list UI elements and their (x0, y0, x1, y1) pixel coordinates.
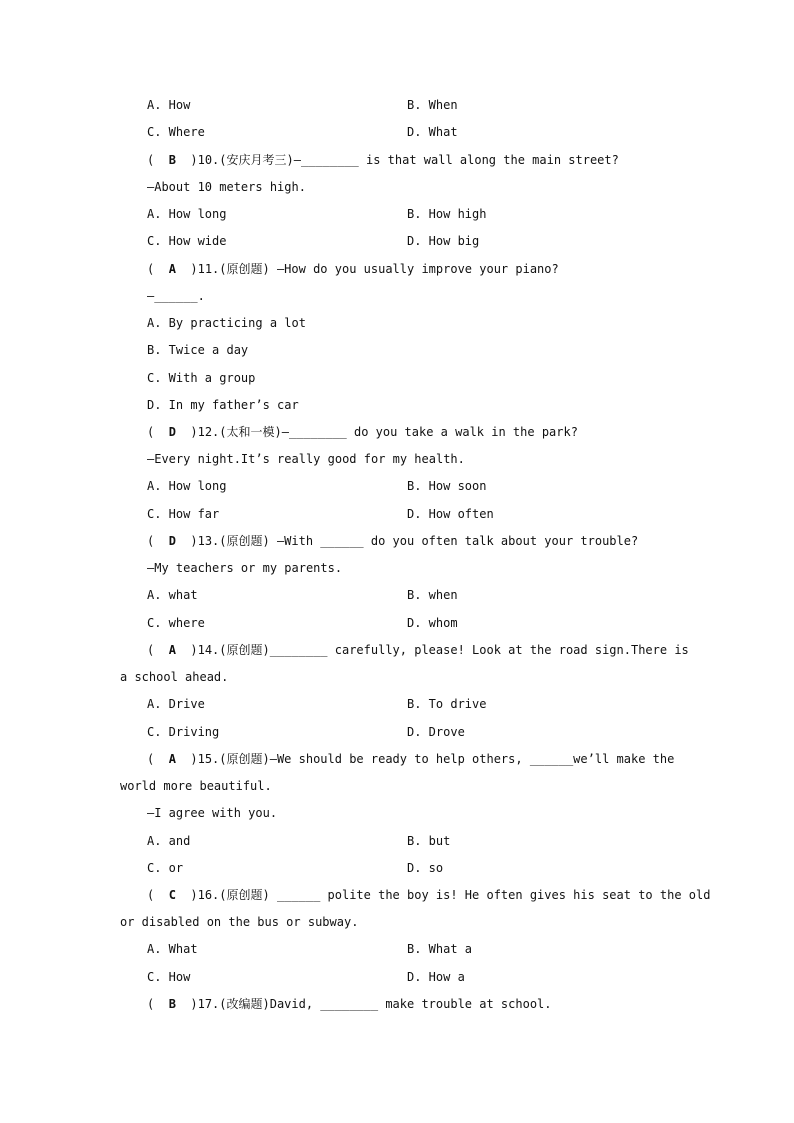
option-c: C. How wide (147, 234, 227, 248)
option-d: D. so (407, 861, 444, 875)
question-number: )15.(原创题) (190, 752, 270, 766)
paren-open: ( (147, 534, 155, 548)
paren-open: ( (147, 153, 155, 167)
answer-letter: C (168, 888, 176, 902)
paren-open: ( (147, 643, 155, 657)
option-c: C. With a group (147, 371, 256, 385)
paren-open: ( (147, 888, 155, 902)
question-15-stem-continued: world more beautiful. (120, 779, 272, 793)
option-a: A. and (147, 834, 191, 848)
question-number: )14.(原创题) (190, 643, 270, 657)
option-d: D. How big (407, 234, 480, 248)
question-14-stem-continued: a school ahead. (120, 670, 229, 684)
question-text: David, ________ make trouble at school. (269, 997, 552, 1011)
answer-letter: A (168, 752, 176, 766)
option-b: B. What a (407, 942, 473, 956)
question-15-stem (147, 752, 674, 766)
option-c: C. How (147, 970, 191, 984)
option-b: B. Twice a day (147, 343, 249, 357)
question-13-reply: —My teachers or my parents. (147, 561, 343, 575)
question-text: —With ______ do you often talk about your trouble? (269, 534, 639, 548)
question-16-stem-continued: or disabled on the bus or subway. (120, 915, 359, 929)
answer-letter: D (168, 534, 176, 548)
option-b: B. To drive (407, 697, 487, 711)
question-text: —________ do you take a walk in the park? (281, 425, 578, 439)
option-b: B. when (407, 588, 458, 602)
question-15-reply: —I agree with you. (147, 806, 278, 820)
option-d: D. In my father’s car (147, 398, 299, 412)
question-text: ______ polite the boy is! He often gives his seat to the old (269, 888, 711, 902)
question-16-stem (147, 888, 710, 902)
option-d: D. whom (407, 616, 458, 630)
paren-open: ( (147, 262, 155, 276)
question-11-stem (147, 262, 559, 276)
paren-open: ( (147, 752, 155, 766)
question-number: )10.(安庆月考三) (190, 153, 294, 167)
question-17-stem (147, 997, 552, 1011)
question-10-stem (147, 153, 619, 167)
option-a: A. How (147, 98, 191, 112)
answer-letter: A (168, 262, 176, 276)
option-b: B. but (407, 834, 451, 848)
answer-letter: B (168, 153, 176, 167)
option-a: A. Drive (147, 697, 205, 711)
question-10-reply: —About 10 meters high. (147, 180, 306, 194)
option-c: C. How far (147, 507, 220, 521)
question-text: —________ is that wall along the main street? (293, 153, 619, 167)
answer-letter: B (168, 997, 176, 1011)
question-text: —How do you usually improve your piano? (269, 262, 559, 276)
option-c: C. or (147, 861, 184, 875)
option-a: A. what (147, 588, 198, 602)
option-a: A. By practicing a lot (147, 316, 306, 330)
option-c: C. where (147, 616, 205, 630)
answer-letter: D (168, 425, 176, 439)
option-d: D. Drove (407, 725, 465, 739)
option-b: B. How soon (407, 479, 487, 493)
question-13-stem (147, 534, 638, 548)
option-d: D. How a (407, 970, 465, 984)
option-b: B. When (407, 98, 458, 112)
question-number: )12.(太和一模) (190, 425, 282, 439)
option-a: A. How long (147, 207, 227, 221)
paren-open: ( (147, 425, 155, 439)
question-text: —We should be ready to help others, ______we’ll make the (269, 752, 675, 766)
option-c: C. Where (147, 125, 205, 139)
option-c: C. Driving (147, 725, 220, 739)
option-a: A. What (147, 942, 198, 956)
question-text: ________ carefully, please! Look at the road sign.There is (269, 643, 689, 657)
question-12-reply: —Every night.It’s really good for my health. (147, 452, 465, 466)
option-b: B. How high (407, 207, 487, 221)
question-14-stem (147, 643, 689, 657)
question-11-reply: —______. (147, 289, 205, 303)
option-d: D. What (407, 125, 458, 139)
question-number: )13.(原创题) (190, 534, 270, 548)
option-d: D. How often (407, 507, 494, 521)
question-number: )11.(原创题) (190, 262, 270, 276)
question-number: )16.(原创题) (190, 888, 270, 902)
option-a: A. How long (147, 479, 227, 493)
answer-letter: A (168, 643, 176, 657)
paren-open: ( (147, 997, 155, 1011)
question-number: )17.(改编题) (190, 997, 270, 1011)
question-12-stem (147, 425, 578, 439)
